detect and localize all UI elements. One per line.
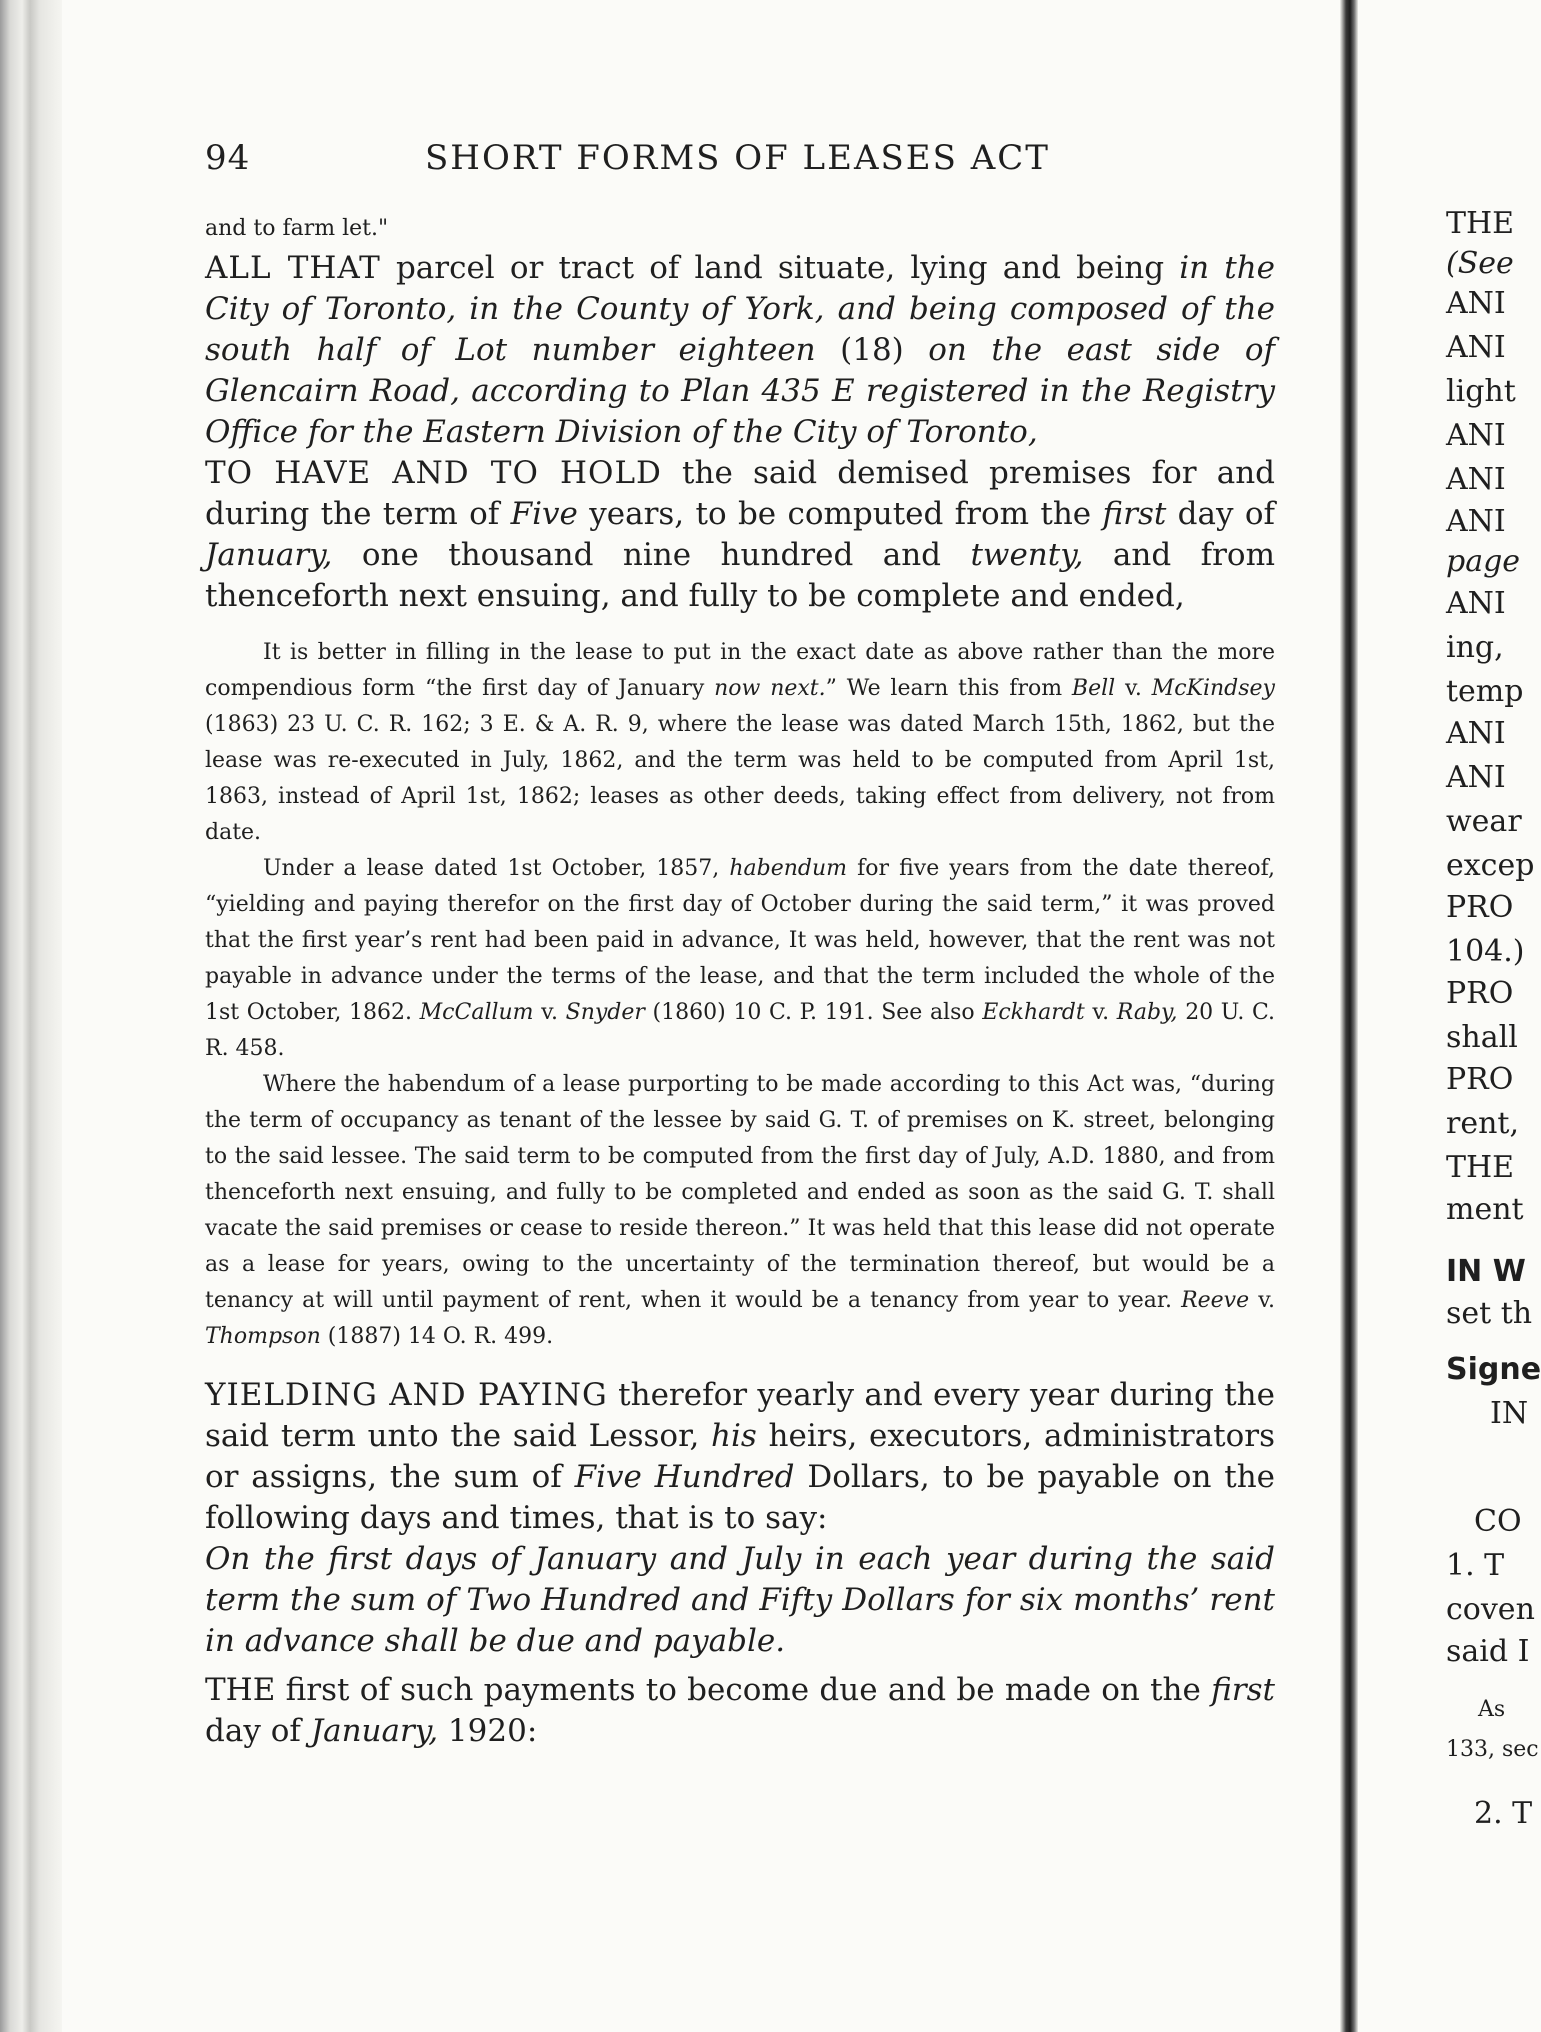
parcel-caps: ALL THAT bbox=[205, 250, 381, 286]
running-head bbox=[205, 138, 1280, 188]
yielding-italic-2: Five Hundred bbox=[574, 1459, 795, 1495]
right-page-fragment: PRO bbox=[1446, 890, 1514, 925]
right-page-fragment: 1. T bbox=[1446, 1548, 1505, 1583]
right-page-fragment: As bbox=[1478, 1697, 1506, 1722]
page-body bbox=[205, 214, 1275, 1752]
right-page-fragment: PRO bbox=[1446, 1062, 1514, 1097]
habendum-text-2: years, to be computed from the bbox=[577, 496, 1103, 532]
first-payment-text-1: THE first of such payments to become due and be made on the bbox=[205, 1672, 1212, 1708]
yielding-caps: YIELDING AND PAYING bbox=[205, 1377, 608, 1413]
parcel-italic-1: in the City of Toronto, in the County of York, and being composed of the south half of Lot number eighteen bbox=[205, 250, 1275, 368]
note1-text-2: ” We learn this from bbox=[825, 676, 1072, 701]
habendum-italic-1: Five bbox=[510, 496, 578, 532]
annotation-note-2 bbox=[205, 851, 1275, 1067]
note1-case-party-2: McKindsey bbox=[1151, 676, 1275, 701]
first-payment-italic-1: first bbox=[1211, 1672, 1275, 1708]
parcel-text-1: parcel or tract of land situate, lying and being bbox=[380, 250, 1180, 286]
right-page-fragment: ANI bbox=[1446, 504, 1506, 539]
right-page-fragment: 133, sec bbox=[1446, 1737, 1539, 1762]
note2-case-party-2: Snyder bbox=[565, 1000, 645, 1025]
note1-italic-1: now next. bbox=[714, 676, 826, 701]
note3-text-1: Where the habendum of a lease purporting to be made according to this Act was, “during the term of occupancy as tenant of the lessee by said G. T. of premises on K. street, belonging to the said lessee. The said term to be computed from the first day of July, A.D. 1880, and from thenceforth next ensuing, and fully to be completed and ended as soon as the said G. T. shall vacate the said premises or cease to reside thereon.” It was held that this lease did not operate as a lease for years, owing to the uncertainty of the termination thereof, but would be a tenancy at will until payment of rent, when it would be a tenancy from year to year. bbox=[205, 1072, 1275, 1313]
note1-text-1: It is better in filling in the lease to put in the exact date as above rather than the more compendious form “the first day of January bbox=[205, 640, 1275, 701]
parcel-text-2: (18) bbox=[815, 332, 929, 368]
note2-text-3: v. bbox=[533, 1000, 566, 1025]
right-page-fragment: IN W bbox=[1446, 1254, 1526, 1289]
note1-text-3: v. bbox=[1115, 676, 1152, 701]
habendum-caps: TO HAVE AND TO HOLD bbox=[205, 455, 662, 491]
right-page-fragment: 2. T bbox=[1474, 1796, 1533, 1831]
note2-text-1: Under a lease dated 1st October, 1857, bbox=[263, 856, 730, 881]
first-payment-text-2: day of bbox=[205, 1713, 311, 1749]
first-payment-clause bbox=[205, 1670, 1275, 1752]
habendum-italic-4: twenty, bbox=[970, 537, 1084, 573]
left-page bbox=[205, 0, 1280, 2032]
note1-case-party-1: Bell bbox=[1071, 676, 1116, 701]
right-page-fragment: 104.) bbox=[1446, 934, 1525, 969]
right-page-fragment: set th bbox=[1446, 1296, 1533, 1331]
right-page-fragment: coven bbox=[1446, 1592, 1535, 1627]
habendum-text-5: and from thenceforth next ensuing, and fully to be complete and ended, bbox=[205, 537, 1275, 614]
payment-terms: On the first days of January and July in each year during the said term the sum of Two Hundred and Fifty Dollars for six months’ rent in advance shall be due and payable. bbox=[205, 1541, 1275, 1659]
right-page-fragment: ANI bbox=[1446, 286, 1506, 321]
note3-text-2: v. bbox=[1249, 1288, 1276, 1313]
note2-italic-1: habendum bbox=[729, 856, 848, 881]
right-page-fragment: PRO bbox=[1446, 976, 1514, 1011]
right-page-fragment: wear bbox=[1446, 804, 1522, 839]
left-binding-edge bbox=[0, 0, 62, 2032]
right-page-fragment: shall bbox=[1446, 1020, 1518, 1055]
yielding-clause bbox=[205, 1375, 1275, 1539]
annotation-note-1 bbox=[205, 635, 1275, 851]
note3-text-3: (1887) 14 O. R. 499. bbox=[320, 1324, 554, 1349]
right-page-fragment: page bbox=[1446, 544, 1521, 579]
right-page-fragment: THE bbox=[1446, 206, 1515, 241]
note2-case-party-3: Eckhardt bbox=[982, 1000, 1085, 1025]
habendum-clause bbox=[205, 453, 1275, 617]
right-page-fragment: excep bbox=[1446, 848, 1535, 883]
right-page-fragment: ANI bbox=[1446, 330, 1506, 365]
center-gutter bbox=[1340, 0, 1358, 2032]
lead-in-line: and to farm let." bbox=[205, 216, 389, 241]
parcel-italic-2: on the east side of Glencairn Road, according to Plan 435 E registered in the Registry Office for the Eastern Division of the City of Toronto, bbox=[205, 332, 1275, 450]
right-page-fragment: light bbox=[1446, 374, 1516, 409]
yielding-text-2: heirs, executors, administrators or assigns, the sum of bbox=[205, 1418, 1275, 1495]
note2-case-party-1: McCallum bbox=[419, 1000, 534, 1025]
right-page-fragment: ment bbox=[1446, 1192, 1524, 1227]
right-page-fragment: IN bbox=[1490, 1396, 1529, 1431]
right-page-fragment: THE bbox=[1446, 1150, 1515, 1185]
note2-text-5: v. bbox=[1084, 1000, 1117, 1025]
note2-text-4: (1860) 10 C. P. 191. See also bbox=[644, 1000, 983, 1025]
note2-text-6: 20 U. C. R. 458. bbox=[205, 1000, 1275, 1061]
note2-case-party-4: Raby, bbox=[1116, 1000, 1178, 1025]
habendum-text-3: day of bbox=[1166, 496, 1275, 532]
right-page-fragment: (See bbox=[1446, 246, 1514, 281]
right-page-fragment: rent, bbox=[1446, 1106, 1520, 1141]
right-page-fragment: ANI bbox=[1446, 418, 1506, 453]
right-page-fragment: CO bbox=[1474, 1504, 1522, 1539]
yielding-italic-1: his bbox=[711, 1418, 757, 1454]
page-number: 94 bbox=[205, 138, 251, 178]
first-payment-italic-2: January, bbox=[310, 1713, 439, 1749]
right-page-edge bbox=[1446, 0, 1541, 2032]
annotation-note-3 bbox=[205, 1067, 1275, 1355]
note2-text-2: for five years from the date thereof, “yielding and paying therefor on the first day of October during the said term,” it was proved that the first year’s rent had been paid in advance, It was held, however, that the rent was not payable in advance under the terms of the lease, and that the term included the whole of the 1st October, 1862. bbox=[205, 856, 1275, 1025]
note1-text-4: (1863) 23 U. C. R. 162; 3 E. & A. R. 9, where the lease was dated March 15th, 1862, but the lease was re-executed in July, 1862, and the term was held to be computed from April 1st, 1863, instead of April 1st, 1862; leases as other deeds, taking effect from delivery, not from date. bbox=[205, 712, 1275, 845]
parcel-clause bbox=[205, 248, 1275, 453]
habendum-text-1: the said demised premises for and during the term of bbox=[205, 455, 1276, 532]
first-payment-text-3: 1920: bbox=[438, 1713, 538, 1749]
right-page-fragment: ANI bbox=[1446, 760, 1506, 795]
right-page-fragment: ANI bbox=[1446, 462, 1506, 497]
right-page-fragment: Signe bbox=[1446, 1352, 1541, 1387]
running-title: SHORT FORMS OF LEASES ACT bbox=[425, 138, 1050, 178]
habendum-italic-2: first bbox=[1102, 496, 1167, 532]
habendum-italic-3: January, bbox=[205, 537, 333, 573]
yielding-text-3: Dollars, to be payable on the following days and times, that is to say: bbox=[205, 1459, 1276, 1536]
right-page-fragment: ANI bbox=[1446, 716, 1506, 751]
right-page-fragment: said I bbox=[1446, 1634, 1530, 1669]
right-page-fragment: ANI bbox=[1446, 586, 1506, 621]
note3-case-party-2: Thompson bbox=[205, 1324, 321, 1349]
habendum-text-4: one thousand nine hundred and bbox=[332, 537, 971, 573]
note3-case-party-1: Reeve bbox=[1181, 1288, 1250, 1313]
right-page-fragment: temp bbox=[1446, 674, 1524, 709]
right-page-fragment: ing, bbox=[1446, 630, 1504, 665]
yielding-text-1: therefor yearly and every year during the said term unto the said Lessor, bbox=[205, 1377, 1275, 1454]
